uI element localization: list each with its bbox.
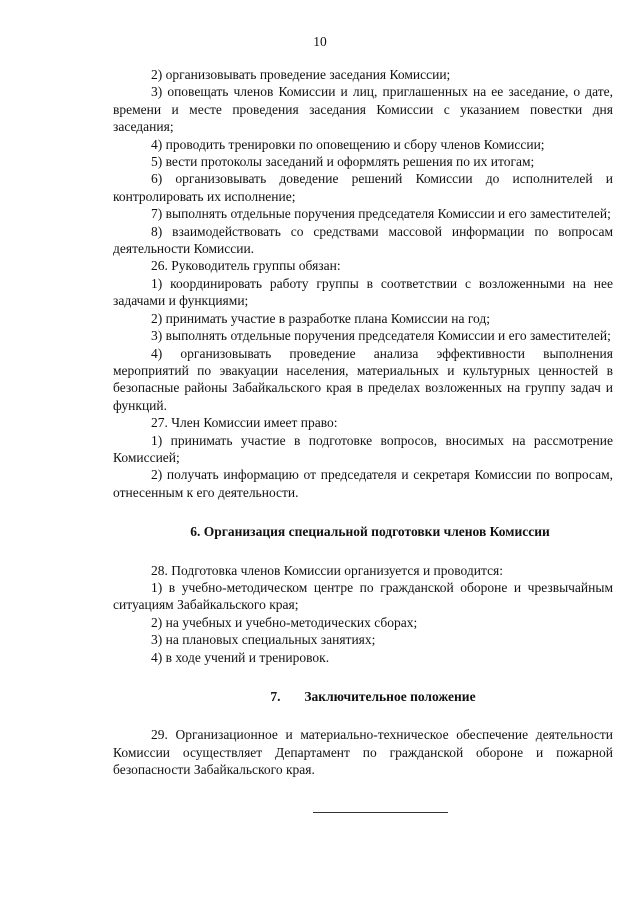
paragraph: 28. Подготовка членов Комиссии организуется и проводится: — [151, 562, 504, 578]
paragraph: 29. Организационное и материально-техническое обеспечение деятельности Комиссии осуществляет Департамент по гражданской обороне и пожарной безопасности Забайкальского края. — [113, 727, 613, 778]
paragraph: 1) принимать участие в подготовке вопросов, вносимых на рассмотрение Комиссией; — [113, 432, 613, 465]
paragraph: 4) в ходе учений и тренировок. — [151, 649, 330, 665]
paragraph: 2) организовывать проведение заседания Комиссии; — [151, 67, 451, 82]
paragraph: 3) выполнять отдельные поручения председателя Комиссии и его заместителей; — [151, 328, 611, 344]
paragraph: 2) принимать участие в разработке плана Комиссии на год; — [151, 310, 491, 326]
section-7-number: 7. — [270, 689, 281, 704]
paragraph: 26. Руководитель группы обязан: — [151, 258, 341, 274]
paragraph: 5) вести протоколы заседаний и оформлять решения по их итогам; — [151, 154, 535, 170]
paragraph: 3) на плановых специальных занятиях; — [151, 632, 376, 648]
page-number: 10 — [313, 34, 327, 49]
section-6-heading: 6. Организация специальной подготовки членов Комиссии — [190, 524, 550, 540]
paragraph: 1) координировать работу группы в соответствии с возложенными на нее задачами и функциями; — [113, 275, 613, 309]
end-separator-line — [313, 812, 448, 813]
section-7-heading — [113, 688, 613, 705]
paragraph: 3) оповещать членов Комиссии и лиц, приглашенных на ее заседание, о дате, времени и месте проведения заседания Комиссии с указанием повестки дня заседания; — [113, 84, 613, 135]
paragraph: 6) организовывать доведение решений Комиссии до исполнителей и контролировать их исполнение; — [113, 171, 613, 204]
paragraph: 27. Член Комиссии имеет право: — [151, 415, 338, 431]
section-7-title: Заключительное положение — [304, 689, 476, 704]
paragraph: 1) в учебно-методическом центре по гражданской обороне и чрезвычайным ситуациям Забайкальского края; — [113, 579, 613, 613]
paragraph: 2) получать информацию от председателя и секретаря Комиссии по вопросам, отнесенным к его деятельности. — [113, 467, 613, 500]
paragraph: 7) выполнять отдельные поручения председателя Комиссии и его заместителей; — [151, 206, 611, 222]
document-body — [113, 66, 613, 779]
paragraph: 4) проводить тренировки по оповещению и сбору членов Комиссии; — [151, 136, 545, 152]
paragraph: 4) организовывать проведение анализа эффективности выполнения мероприятий по эвакуации населения, материальных и культурных ценностей в безопасные районы Забайкальского края в пределах возложенных на группу задач и функций. — [113, 345, 613, 413]
paragraph: 2) на учебных и учебно-методических сборах; — [151, 614, 418, 630]
paragraph: 8) взаимодействовать со средствами массовой информации по вопросам деятельности Комиссии. — [113, 223, 613, 257]
